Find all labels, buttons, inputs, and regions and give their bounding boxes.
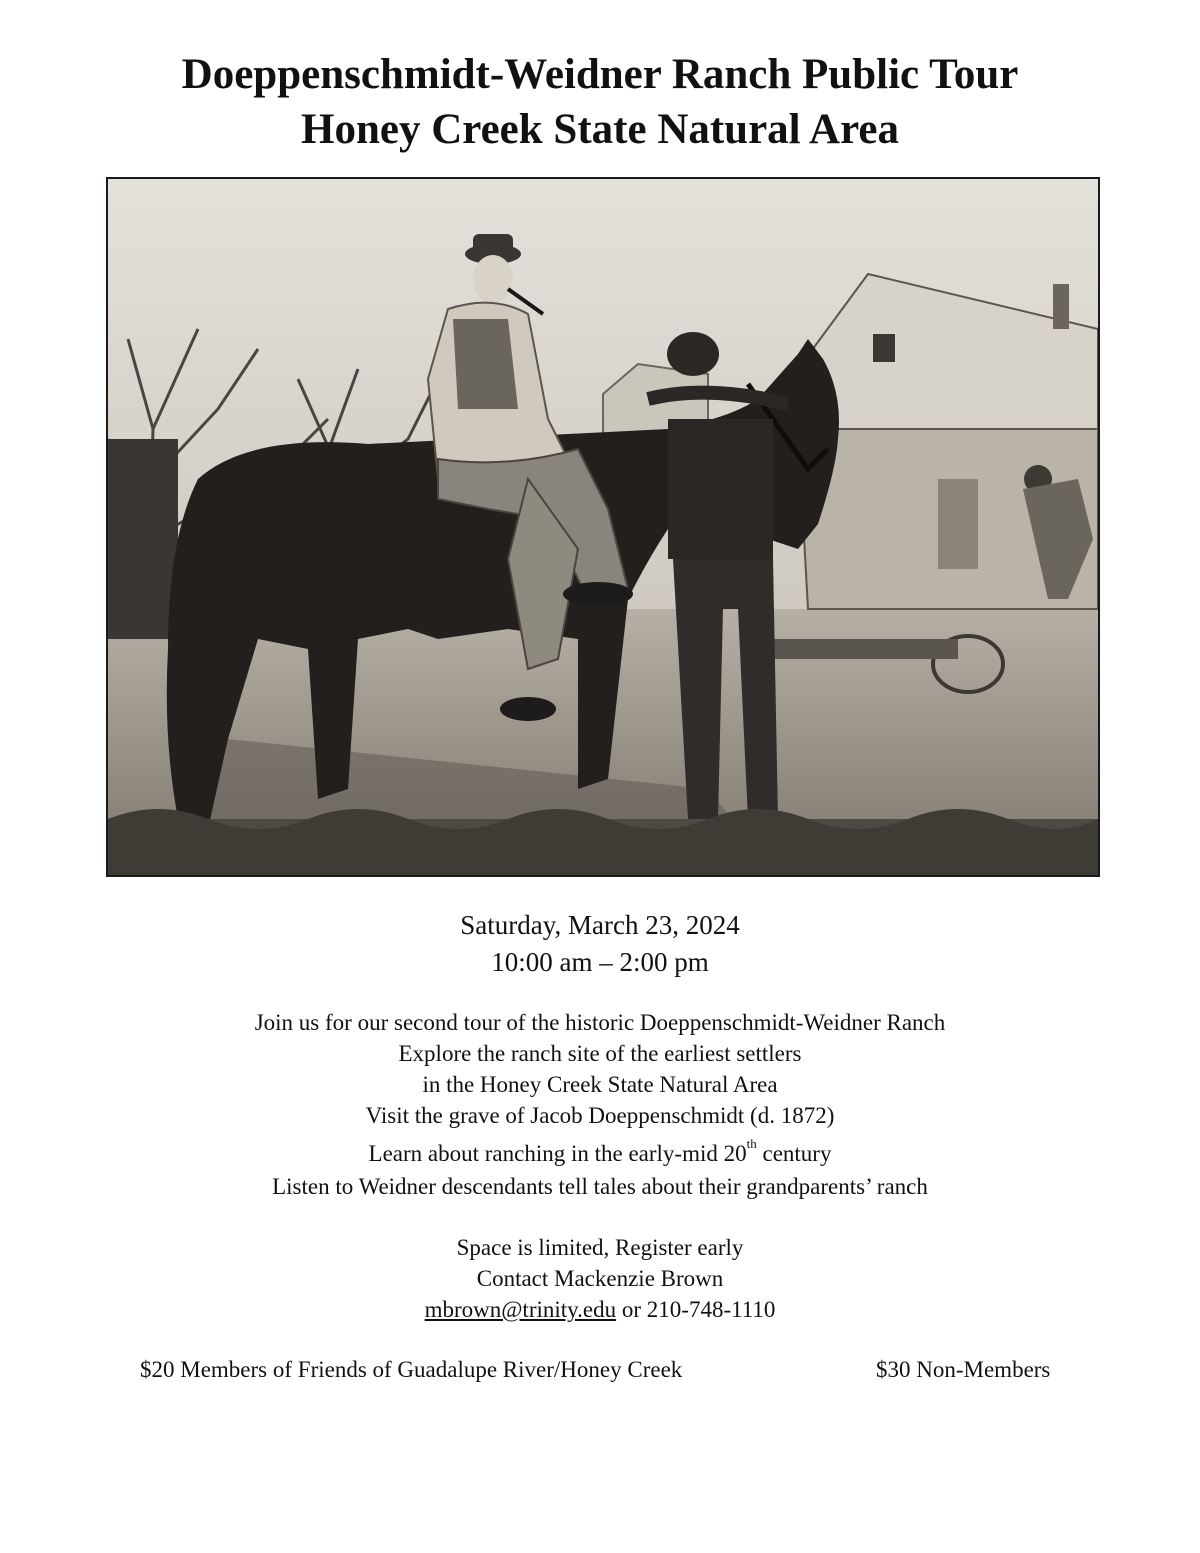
- lumber-pile: [768, 639, 958, 659]
- title-line-1: Doeppenschmidt-Weidner Ranch Public Tour: [181, 51, 1019, 98]
- members-price: $20 Members of Friends of Guadalupe River/Honey Creek: [140, 1357, 683, 1382]
- description-text: century: [756, 1141, 832, 1166]
- description-line: Visit the grave of Jacob Doeppenschmidt (d. 1872): [365, 1103, 835, 1128]
- historic-ranch-photo: [106, 177, 1100, 877]
- space-limited-notice: Space is limited, Register early: [456, 1235, 744, 1260]
- non-members-price: $30 Non-Members: [876, 1357, 1051, 1382]
- ordinal-superscript: th: [746, 1136, 757, 1151]
- contact-line: [0, 1295, 1200, 1325]
- description-line: Explore the ranch site of the earliest settlers: [398, 1041, 802, 1066]
- event-date: Saturday, March 23, 2024: [460, 910, 740, 940]
- description-line: in the Honey Creek State Natural Area: [422, 1072, 778, 1097]
- description-text: Learn about ranching in the early-mid 20: [368, 1141, 747, 1166]
- event-time: 10:00 am – 2:00 pm: [491, 947, 709, 977]
- email-link[interactable]: mbrown@trinity.edu: [424, 1297, 617, 1322]
- description-line: Join us for our second tour of the historic Doeppenschmidt-Weidner Ranch: [254, 1010, 946, 1035]
- phone-number: or 210-748-1110: [616, 1297, 776, 1322]
- description-line: Listen to Weidner descendants tell tales about their grandparents’ ranch: [272, 1174, 928, 1199]
- description-line: [0, 1136, 1200, 1172]
- title-line-2: Honey Creek State Natural Area: [301, 106, 899, 153]
- photo-illustration: [108, 179, 1098, 875]
- wagon: [108, 439, 178, 639]
- contact-name: Contact Mackenzie Brown: [476, 1266, 724, 1291]
